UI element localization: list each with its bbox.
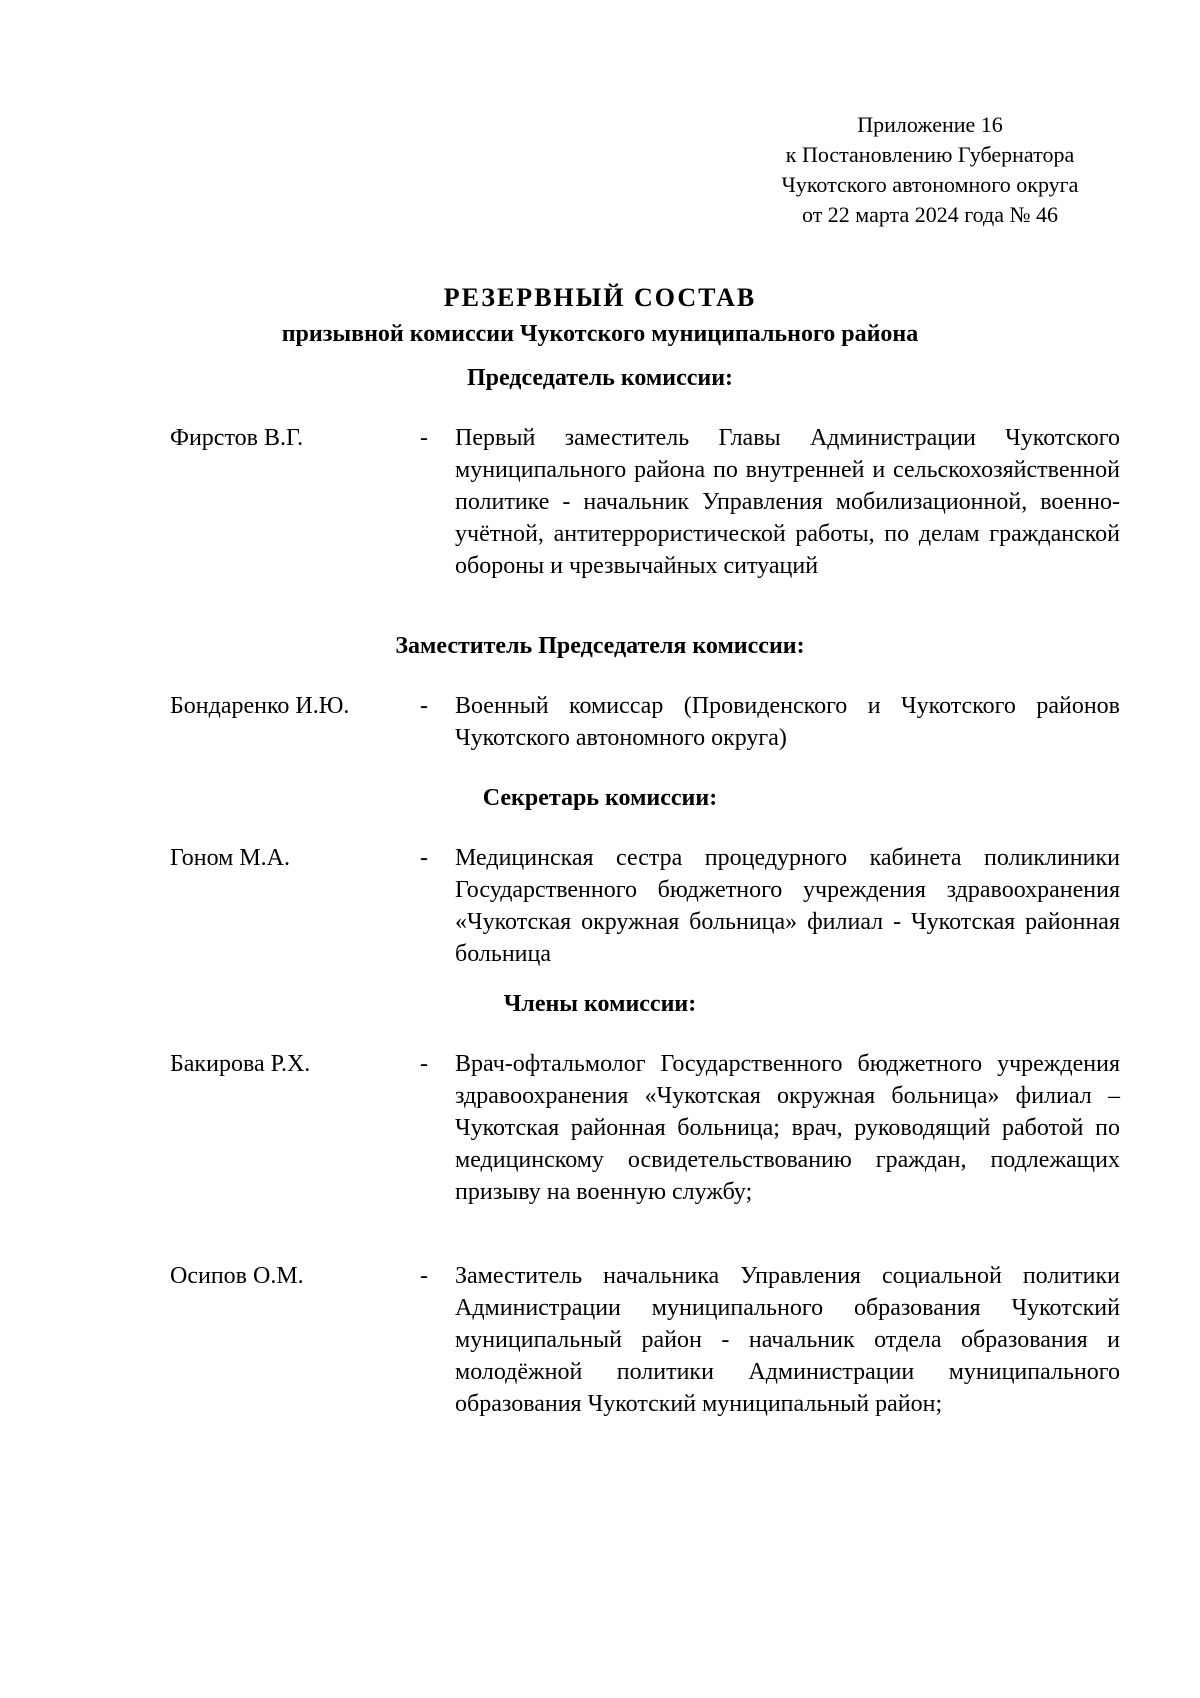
member-position: Первый заместитель Главы Администрации Чукотского муниципального района по внутренней и сельскохозяйственной политике - начальник Управления мобилизационной, военно-учётной, антитеррористической работы, по делам гражданской обороны и чрезвычайных ситуаций (455, 425, 1120, 579)
member-name: Фирстов В.Г. (170, 425, 304, 451)
document-subtitle: призывной комиссии Чукотского муниципального района (281, 321, 919, 347)
section-heading-members: Члены комиссии: (503, 991, 697, 1017)
member-name: Осипов О.М. (170, 1263, 304, 1289)
appendix-number: Приложение 16 (857, 112, 1003, 137)
member-dash: - (420, 1263, 428, 1289)
appendix-region: Чукотского автономного округа (781, 172, 1079, 197)
section-heading-secretary: Секретарь комиссии: (482, 785, 718, 811)
section-heading-chairman: Председатель комиссии: (466, 365, 734, 391)
section-heading-deputy-chairman: Заместитель Председателя комиссии: (395, 633, 805, 659)
member-name: Бакирова Р.Х. (170, 1051, 311, 1077)
member-dash: - (420, 425, 428, 451)
member-position: Медицинская сестра процедурного кабинета поликлиники Государственного бюджетного учреждения здравоохранения «Чукотская окружная больница» филиал - Чукотская районная больница (455, 845, 1120, 967)
member-position: Заместитель начальника Управления социальной политики Администрации муниципального образования Чукотский муниципальный район - начальник отдела образования и молодёжной политики Администрации муниципального образования Чукотский муниципальный район; (455, 1263, 1120, 1417)
appendix-date-number: от 22 марта 2024 года № 46 (801, 202, 1058, 227)
member-position: Врач-офтальмолог Государственного бюджетного учреждения здравоохранения «Чукотская окружная больница» филиал – Чукотская районная больница; врач, руководящий работой по медицинскому освидетельствованию граждан, подлежащих призыву на военную службу; (455, 1051, 1120, 1205)
document-title: РЕЗЕРВНЫЙ СОСТАВ (443, 283, 757, 312)
member-name: Бондаренко И.Ю. (170, 693, 350, 719)
member-dash: - (420, 845, 428, 871)
appendix-reference: к Постановлению Губернатора (785, 142, 1075, 167)
member-name: Гоном М.А. (170, 845, 291, 871)
appendix-header (740, 110, 1120, 230)
member-dash: - (420, 1051, 428, 1077)
member-dash: - (420, 693, 428, 719)
member-position: Военный комиссар (Провиденского и Чукотского районов Чукотского автономного округа) (455, 693, 1120, 751)
